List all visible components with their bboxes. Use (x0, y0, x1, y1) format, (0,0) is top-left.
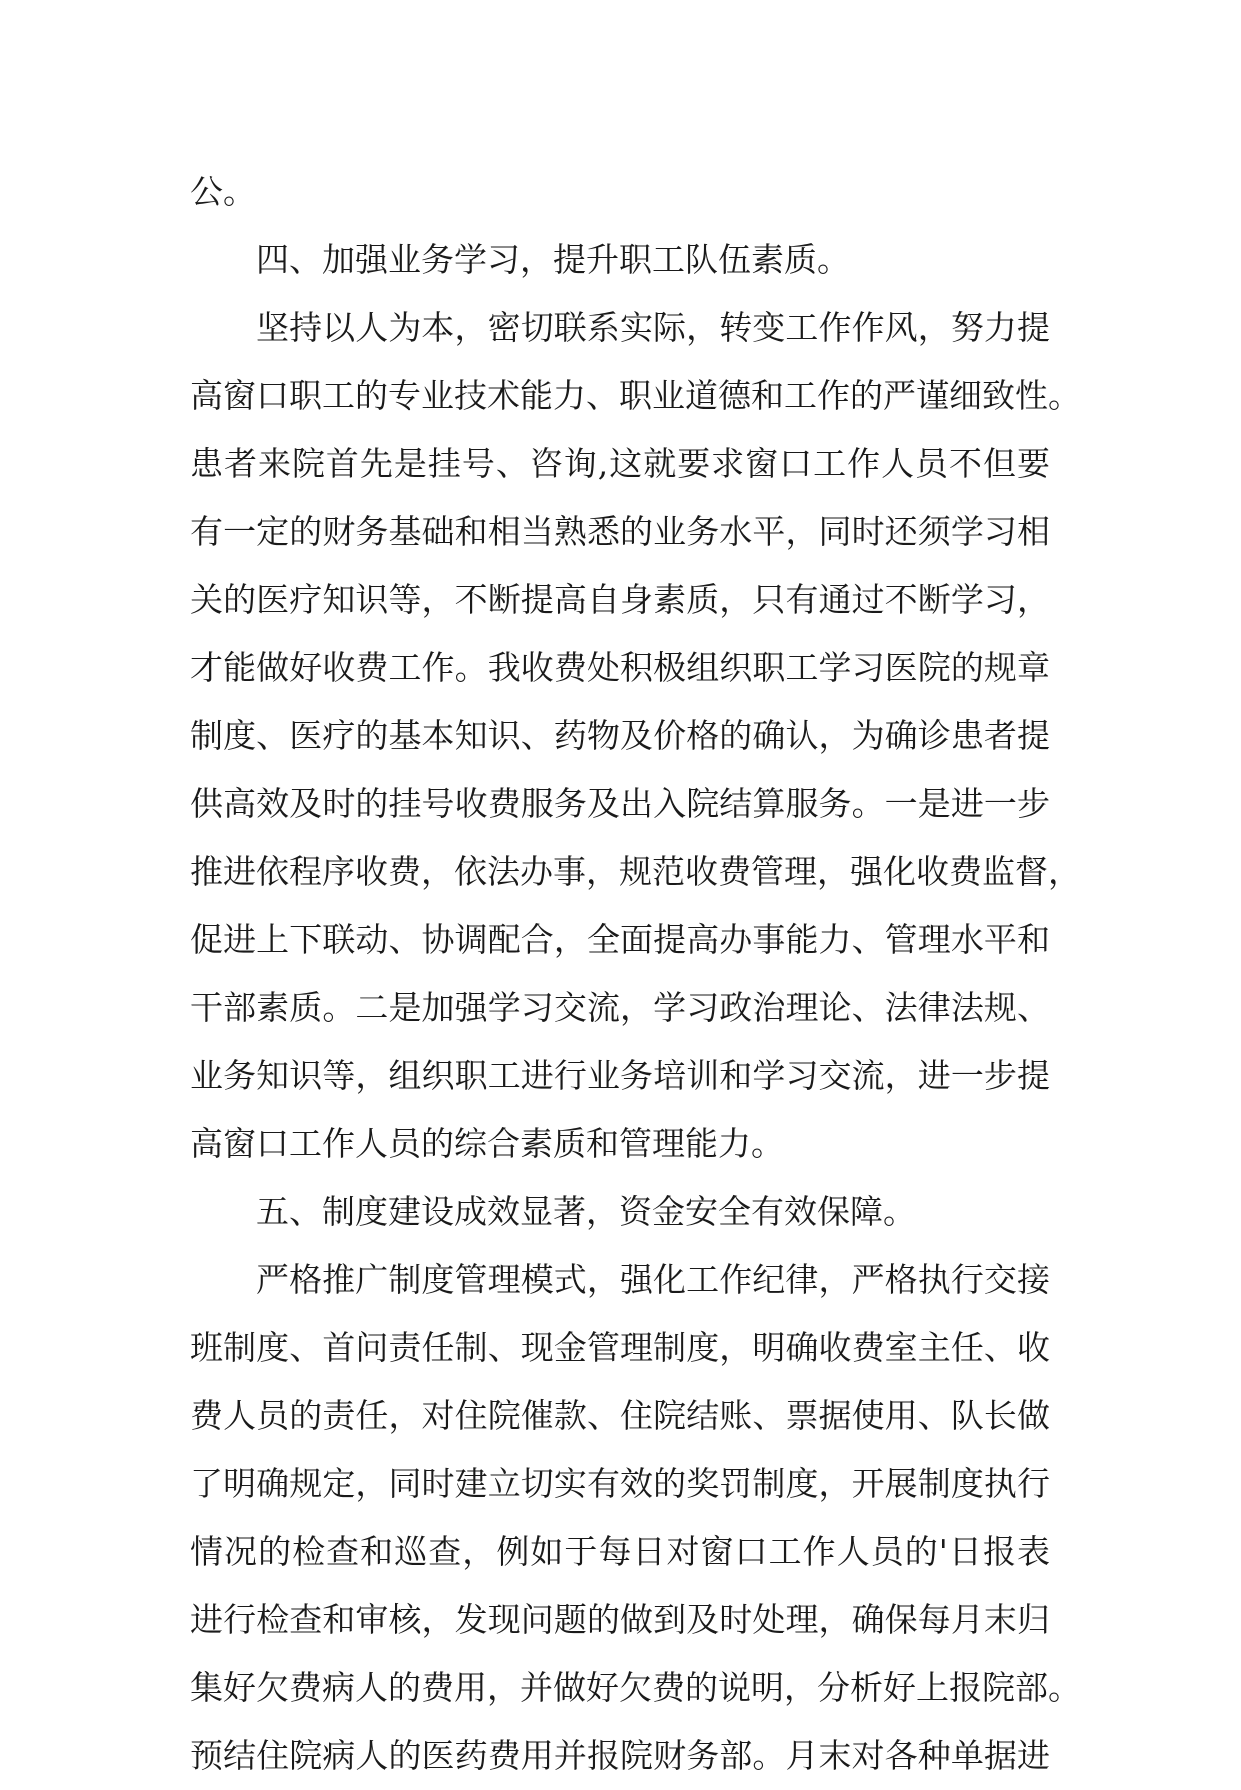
text-line: 高窗口工作人员的综合素质和管理能力。 (190, 1124, 784, 1163)
section-heading: 五、制度建设成效显著，资金安全有效保障。 (256, 1192, 916, 1231)
text-line: 高窗口职工的专业技术能力、职业道德和工作的严谨细致性。 (190, 376, 1081, 415)
text-line: 严格推广制度管理模式，强化工作纪律，严格执行交接 (256, 1260, 1050, 1299)
text-line: 业务知识等，组织职工进行业务培训和学习交流，进一步提 (190, 1056, 1050, 1095)
text-line: 进行检查和审核，发现问题的做到及时处理，确保每月末归 (190, 1600, 1050, 1639)
text-line: 了明确规定，同时建立切实有效的奖罚制度，开展制度执行 (190, 1464, 1050, 1503)
text-line: 有一定的财务基础和相当熟悉的业务水平，同时还须学习相 (190, 512, 1050, 551)
text-line: 制度、医疗的基本知识、药物及价格的确认，为确诊患者提 (190, 716, 1050, 755)
text-line: 促进上下联动、协调配合，全面提高办事能力、管理水平和 (190, 920, 1050, 959)
text-line: 供高效及时的挂号收费服务及出入院结算服务。一是进一步 (190, 784, 1050, 823)
text-line: 关的医疗知识等，不断提高自身素质，只有通过不断学习， (190, 580, 1050, 619)
text-line: 费人员的责任，对住院催款、住院结账、票据使用、队长做 (190, 1396, 1050, 1435)
text-line: 预结住院病人的医药费用并报院财务部。月末对各种单据进 (190, 1736, 1050, 1775)
text-line: 才能做好收费工作。我收费处积极组织职工学习医院的规章 (190, 648, 1050, 687)
body-text (190, 158, 1081, 1790)
text-line: 情况的检查和巡查，例如于每日对窗口工作人员的'日报表 (190, 1532, 1050, 1571)
text-line: 干部素质。二是加强学习交流，学习政治理论、法律法规、 (190, 988, 1050, 1027)
text-line: 患者来院首先是挂号、咨询,这就要求窗口工作人员不但要 (190, 444, 1050, 483)
text-line: 集好欠费病人的费用，并做好欠费的说明，分析好上报院部。 (190, 1668, 1081, 1707)
section-heading: 四、加强业务学习，提升职工队伍素质。 (256, 240, 850, 279)
text-line: 坚持以人为本，密切联系实际，转变工作作风，努力提 (256, 308, 1050, 347)
text-line: 班制度、首问责任制、现金管理制度，明确收费室主任、收 (190, 1328, 1050, 1367)
text-line: 推进依程序收费，依法办事，规范收费管理，强化收费监督， (190, 852, 1081, 891)
text-line: 公。 (190, 172, 256, 211)
